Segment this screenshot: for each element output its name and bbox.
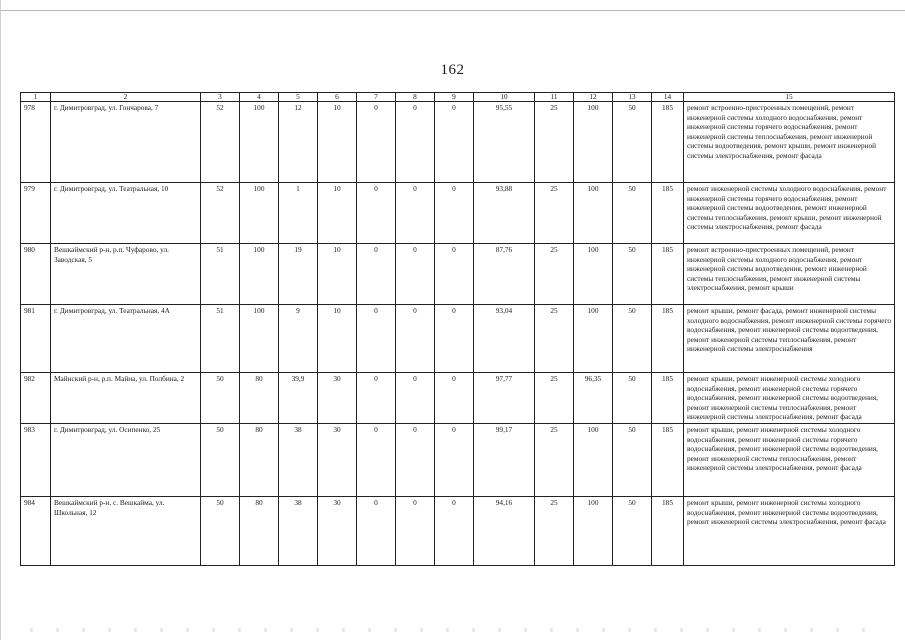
- value-cell: 0: [435, 424, 474, 497]
- value-cell: 100: [574, 102, 613, 183]
- value-cell: 100: [574, 424, 613, 497]
- value-cell: 80: [240, 373, 279, 424]
- value-cell: 50: [201, 424, 240, 497]
- value-cell: 9: [279, 305, 318, 373]
- value-cell: 185: [652, 244, 684, 305]
- value-cell: 1: [279, 183, 318, 244]
- column-header: 1: [21, 93, 51, 102]
- table-row: [21, 305, 895, 373]
- value-cell: 185: [652, 497, 684, 566]
- value-cell: 100: [574, 183, 613, 244]
- value-cell: 25: [535, 102, 574, 183]
- value-cell: 10: [318, 244, 357, 305]
- works-list-cell: ремонт встроенно-пристроенных помещений, ремонт инженерной системы холодного водоснабжения, ремонт инженерной системы водоотведения, ремонт инженерной системы теплоснабжения, ремонт инженерной системы электроснабжения, ремонт крыши: [684, 244, 895, 305]
- value-cell: 10: [318, 305, 357, 373]
- value-cell: 25: [535, 183, 574, 244]
- row-number: 984: [21, 497, 51, 566]
- value-cell: 185: [652, 183, 684, 244]
- table-row: [21, 244, 895, 305]
- value-cell: 100: [240, 102, 279, 183]
- page-edge-top: [0, 10, 905, 11]
- value-cell: 51: [201, 305, 240, 373]
- address-cell: Майнский р-н, р.п. Майна, ул. Полбина, 2: [51, 373, 201, 424]
- value-cell: 30: [318, 424, 357, 497]
- table-row: [21, 424, 895, 497]
- value-cell: 0: [435, 497, 474, 566]
- value-cell: 94,16: [474, 497, 535, 566]
- value-cell: 0: [396, 424, 435, 497]
- table-row: [21, 183, 895, 244]
- value-cell: 0: [396, 373, 435, 424]
- value-cell: 93,04: [474, 305, 535, 373]
- works-list-cell: ремонт крыши, ремонт инженерной системы холодного водоснабжения, ремонт инженерной системы водоотведения, ремонт инженерной системы электроснабжения, ремонт фасада: [684, 497, 895, 566]
- value-cell: 50: [613, 373, 652, 424]
- works-list-cell: ремонт крыши, ремонт фасада, ремонт инженерной системы холодного водоснабжения, ремонт инженерной системы горячего водоснабжения, ремонт инженерной системы водоотведения, ремонт инженерной системы теплоснабжения, ремонт инженерной системы электроснабжения: [684, 305, 895, 373]
- column-header: 11: [535, 93, 574, 102]
- value-cell: 25: [535, 497, 574, 566]
- column-header: 5: [279, 93, 318, 102]
- column-header: 7: [357, 93, 396, 102]
- row-number: 980: [21, 244, 51, 305]
- value-cell: 25: [535, 244, 574, 305]
- value-cell: 25: [535, 373, 574, 424]
- value-cell: 19: [279, 244, 318, 305]
- value-cell: 30: [318, 497, 357, 566]
- row-number: 983: [21, 424, 51, 497]
- value-cell: 0: [357, 497, 396, 566]
- value-cell: 50: [613, 497, 652, 566]
- address-cell: г. Димитровград, ул. Театральная, 10: [51, 183, 201, 244]
- column-header: 9: [435, 93, 474, 102]
- value-cell: 97,77: [474, 373, 535, 424]
- value-cell: 0: [435, 244, 474, 305]
- value-cell: 185: [652, 424, 684, 497]
- table-row: [21, 497, 895, 566]
- address-cell: Вешкаймский р-н, с. Вешкайма, ул. Школьная, 12: [51, 497, 201, 566]
- row-number: 978: [21, 102, 51, 183]
- row-number: 981: [21, 305, 51, 373]
- works-list-cell: ремонт крыши, ремонт инженерной системы холодного водоснабжения, ремонт инженерной системы горячего водоснабжения, ремонт инженерной системы водоотведения, ремонт инженерной системы теплоснабжения, ремонт инженерной системы электроснабжения, ремонт фасада: [684, 373, 895, 424]
- table-row: [21, 102, 895, 183]
- table-row: [21, 373, 895, 424]
- row-number: 979: [21, 183, 51, 244]
- table-header-row: [21, 93, 895, 102]
- value-cell: 0: [435, 102, 474, 183]
- column-header: 4: [240, 93, 279, 102]
- value-cell: 0: [435, 183, 474, 244]
- column-header: 2: [51, 93, 201, 102]
- works-list-cell: ремонт инженерной системы холодного водоснабжения, ремонт инженерной системы горячего водоснабжения, ремонт инженерной системы водоотведения, ремонт инженерной системы теплоснабжения, ремонт крыши, ремонт инженерной системы электроснабжения, ремонт фасада: [684, 183, 895, 244]
- column-header: 6: [318, 93, 357, 102]
- value-cell: 80: [240, 424, 279, 497]
- value-cell: 96,35: [574, 373, 613, 424]
- value-cell: 0: [396, 497, 435, 566]
- column-header: 10: [474, 93, 535, 102]
- column-header: 13: [613, 93, 652, 102]
- value-cell: 50: [201, 497, 240, 566]
- value-cell: 80: [240, 497, 279, 566]
- column-header: 12: [574, 93, 613, 102]
- value-cell: 50: [613, 424, 652, 497]
- value-cell: 0: [396, 305, 435, 373]
- value-cell: 100: [574, 497, 613, 566]
- value-cell: 100: [240, 305, 279, 373]
- value-cell: 25: [535, 424, 574, 497]
- document-table: [20, 92, 895, 566]
- address-cell: г. Димитровград, ул. Осипенко, 25: [51, 424, 201, 497]
- value-cell: 51: [201, 244, 240, 305]
- value-cell: 50: [201, 373, 240, 424]
- column-header: 8: [396, 93, 435, 102]
- value-cell: 38: [279, 497, 318, 566]
- value-cell: 38: [279, 424, 318, 497]
- value-cell: 52: [201, 183, 240, 244]
- value-cell: 10: [318, 183, 357, 244]
- value-cell: 39,9: [279, 373, 318, 424]
- value-cell: 93,88: [474, 183, 535, 244]
- value-cell: 100: [574, 244, 613, 305]
- document-table-wrapper: [20, 92, 893, 566]
- value-cell: 25: [535, 305, 574, 373]
- value-cell: 0: [357, 424, 396, 497]
- page-edge-left: [0, 0, 1, 640]
- value-cell: 99,17: [474, 424, 535, 497]
- value-cell: 185: [652, 373, 684, 424]
- value-cell: 30: [318, 373, 357, 424]
- address-cell: Вешкаймский р-н, р.п. Чуфарово, ул. Заводская, 5: [51, 244, 201, 305]
- page-number: 162: [440, 62, 465, 78]
- value-cell: 100: [240, 183, 279, 244]
- value-cell: 50: [613, 244, 652, 305]
- value-cell: 0: [357, 102, 396, 183]
- value-cell: 0: [396, 244, 435, 305]
- value-cell: 10: [318, 102, 357, 183]
- row-number: 982: [21, 373, 51, 424]
- column-header: 3: [201, 93, 240, 102]
- value-cell: 185: [652, 102, 684, 183]
- value-cell: 12: [279, 102, 318, 183]
- value-cell: 0: [357, 305, 396, 373]
- value-cell: 50: [613, 102, 652, 183]
- scan-bleed-through: [30, 628, 880, 632]
- value-cell: 0: [435, 373, 474, 424]
- value-cell: 0: [357, 244, 396, 305]
- value-cell: 0: [396, 183, 435, 244]
- column-header: 15: [684, 93, 895, 102]
- address-cell: г. Димитровград, ул. Гончарова, 7: [51, 102, 201, 183]
- value-cell: 0: [435, 305, 474, 373]
- value-cell: 50: [613, 305, 652, 373]
- value-cell: 100: [574, 305, 613, 373]
- value-cell: 0: [396, 102, 435, 183]
- value-cell: 52: [201, 102, 240, 183]
- value-cell: 0: [357, 183, 396, 244]
- column-header: 14: [652, 93, 684, 102]
- value-cell: 87,76: [474, 244, 535, 305]
- works-list-cell: ремонт встроенно-пристроенных помещений, ремонт инженерной системы холодного водоснабжения, ремонт инженерной системы горячего водоснабжения, ремонт инженерной системы теплоснабжения, ремонт инженерной системы водоотведения, ремонт крыши, ремонт инженерной системы электроснабжения, ремонт фасада: [684, 102, 895, 183]
- value-cell: 0: [357, 373, 396, 424]
- works-list-cell: ремонт крыши, ремонт инженерной системы холодного водоснабжения, ремонт инженерной системы горячего водоснабжения, ремонт инженерной системы водоотведения, ремонт инженерной системы теплоснабжения, ремонт инженерной системы электроснабжения, ремонт фасада: [684, 424, 895, 497]
- value-cell: 95,55: [474, 102, 535, 183]
- address-cell: г. Димитровград, ул. Театральная, 4А: [51, 305, 201, 373]
- value-cell: 100: [240, 244, 279, 305]
- value-cell: 185: [652, 305, 684, 373]
- value-cell: 50: [613, 183, 652, 244]
